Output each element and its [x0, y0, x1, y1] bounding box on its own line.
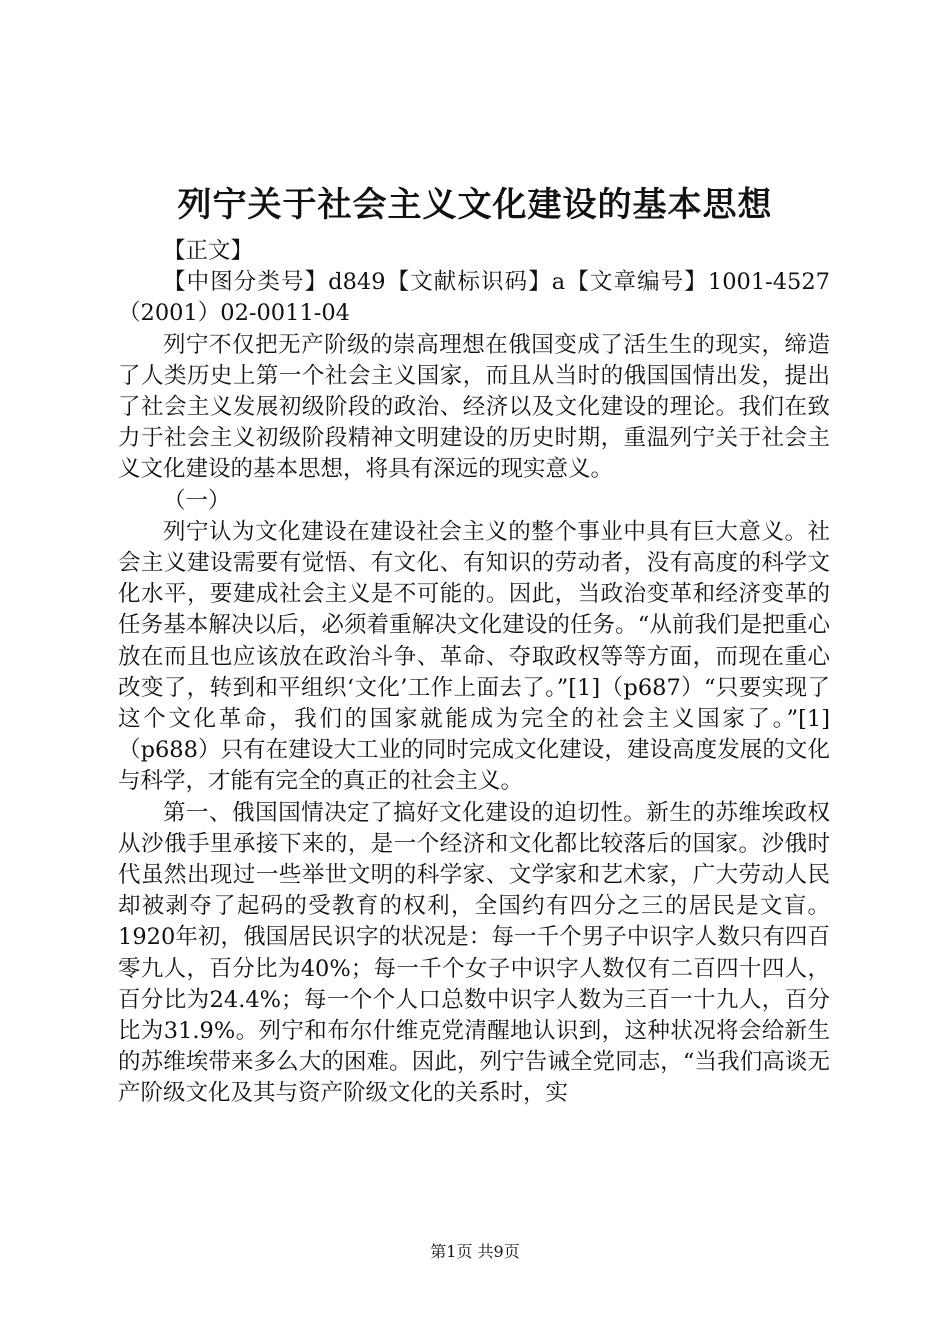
classification-line: 【中图分类号】d849【文献标识码】a【文章编号】1001-4527（2001）02-0011-04: [118, 269, 830, 327]
document-body: [118, 236, 830, 1110]
page-footer: 第1页 共9页: [430, 1242, 520, 1261]
paragraph-national-conditions: 第一、俄国国情决定了搞好文化建设的迫切性。新生的苏维埃政权从沙俄手里承接下来的，是一个经济和文化都比较落后的国家。沙俄时代虽然出现过一些举世文明的科学家、文学家和艺术家，广大劳动人民却被剥夺了起码的受教育的权利，全国约有四分之三的居民是文盲。1920年初，俄国居民识字的状况是：每一千个男子中识字人数只有四百零九人，百分比为40%；每一千个女子中识字人数仅有二百四十四人，百分比为24.4%；每一个个人口总数中识字人数为三百一十九人，百分比为31.9%。列宁和布尔什维克党清醒地认识到，这种状况将会给新生的苏维埃带来多么大的困难。因此，列宁告诫全党同志，“当我们高谈无产阶级文化及其与资产阶级文化的关系时，实: [118, 799, 830, 1107]
paragraph-culture-significance: 列宁认为文化建设在建设社会主义的整个事业中具有巨大意义。社会主义建设需要有觉悟、有文化、有知识的劳动者，没有高度的科学文化水平，要建成社会主义是不可能的。因此，当政治变革和经济变革的任务基本解决以后，必须着重解决文化建设的任务。“从前我们是把重心放在而且也应该放在政治斗争、革命、夺取政权等等方面，而现在重心改变了，转到和平组织‘文化’工作上面去了。”[1]（p687）“只要实现了这个文化革命，我们的国家就能成为完全的社会主义国家了。”[1]（p688）只有在建设大工业的同时完成文化建设，建设高度发展的文化与科学，才能有完全的真正的社会主义。: [118, 518, 830, 795]
section-heading-one: （一）: [163, 487, 231, 514]
section-label-main-text: 【正文】: [163, 238, 254, 264]
document-title: 列宁关于社会主义文化建设的基本思想: [177, 185, 773, 225]
paragraph-intro: 列宁不仅把无产阶级的崇高理想在俄国变成了活生生的现实，缔造了人类历史上第一个社会主义国家，而且从当时的俄国国情出发，提出了社会主义发展初级阶段的政治、经济以及文化建设的理论。我们在致力于社会主义初级阶段精神文明建设的历史时期，重温列宁关于社会主义文化建设的基本思想，将具有深远的现实意义。: [118, 331, 830, 483]
